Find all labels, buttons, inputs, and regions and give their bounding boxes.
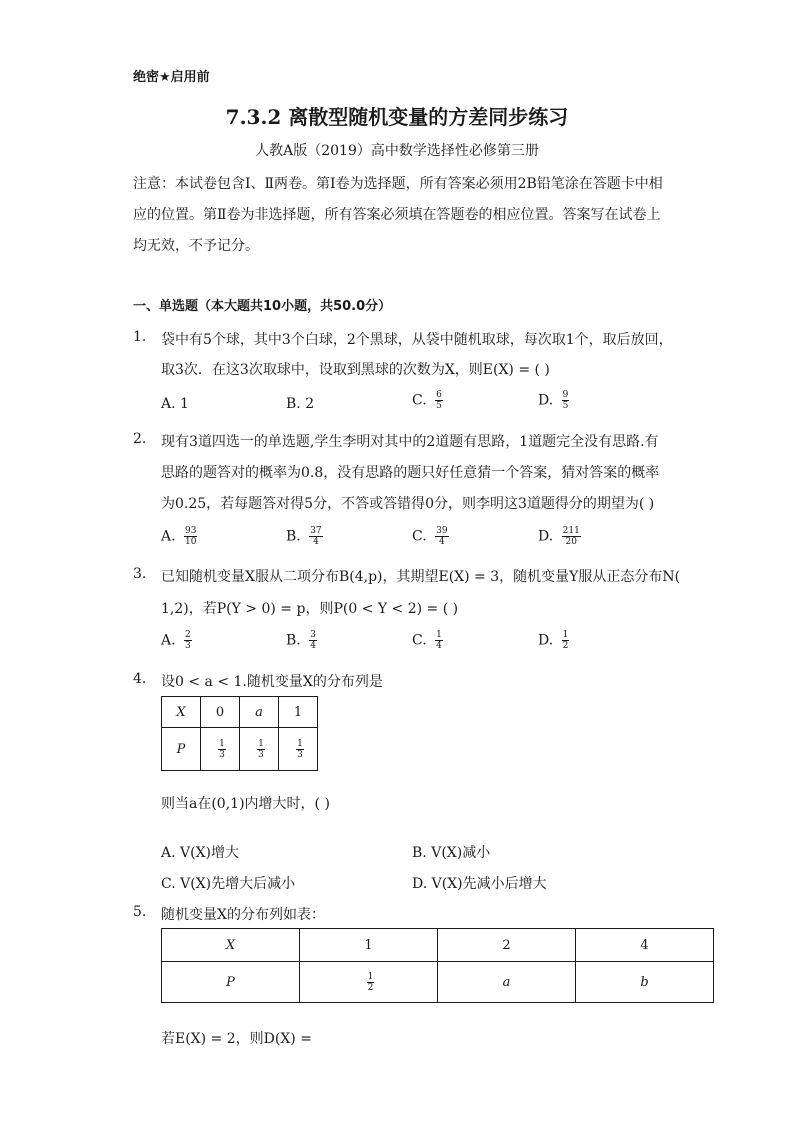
numerator: 3 [310, 630, 316, 640]
cell-text: P [176, 741, 186, 757]
option-label: C. [412, 528, 427, 545]
numerator: 211 [562, 526, 580, 536]
denominator: 5 [436, 401, 442, 411]
question-3-line-1: 已知随机变量X服从二项分布B(4,p)，其期望E(X) = 3，随机变量Y服从正态分布N( [161, 569, 681, 585]
option-label: B. [286, 396, 301, 412]
numerator: 39 [436, 526, 448, 536]
cell-fraction [296, 739, 304, 760]
table-cell: 1 [279, 697, 318, 728]
denominator: 5 [562, 401, 569, 411]
question-2-line-3: 为0.25，若每题答对得5分，不答或答错得0分，则李明这3道题得分的期望为( ) [161, 496, 655, 512]
table-cell: 0 [201, 697, 240, 728]
exam-notice: 注意：本试卷包含Ⅰ、Ⅱ两卷。第Ⅰ卷为选择题，所有答案必须用2B铅笔涂在答题卡中相应的位置。第Ⅱ卷为非选择题，所有答案必须填在答题卷的相应位置。答案写在试卷上均无效，不予记分。 [133, 176, 663, 254]
table-cell [279, 728, 318, 771]
numerator: 1 [297, 738, 303, 749]
table-cell [162, 697, 201, 728]
option-value: 2 [305, 396, 315, 412]
question-1-option-d[interactable] [538, 390, 569, 411]
question-2-option-b[interactable] [286, 526, 323, 547]
numerator: 93 [185, 526, 197, 536]
question-4-number: 4. [133, 671, 147, 687]
option-label: A. [161, 528, 176, 545]
option-label: D. [412, 876, 428, 892]
question-1-option-b[interactable] [286, 396, 314, 412]
numerator: 1 [258, 738, 264, 749]
option-fraction [184, 526, 197, 547]
option-label: B. [286, 632, 301, 649]
option-label: C. [412, 632, 427, 649]
table-cell [438, 962, 576, 1003]
table-cell: 1 [300, 929, 438, 962]
question-4-line-1: 设0 < a < 1.随机变量X的分布列是 [161, 674, 383, 690]
option-label: D. [538, 528, 554, 545]
question-2-line-1: 现有3道四选一的单选题,学生李明对其中的2道题有思路，1道题完全没有思路.有 [161, 434, 659, 450]
option-label: B. [412, 845, 427, 861]
question-1-line-2: 取3次．在这3次取球中，设取到黑球的次数为X，则E(X) = ( ) [161, 362, 550, 378]
option-label: C. [412, 392, 427, 409]
question-2-option-a[interactable] [161, 526, 197, 547]
option-fraction [309, 526, 322, 547]
cell-fraction [257, 739, 265, 760]
table-row [162, 962, 714, 1003]
confidential-label: 绝密★启用前 [133, 70, 210, 85]
cell-text: b [640, 974, 649, 990]
denominator: 2 [367, 982, 374, 993]
denominator: 4 [436, 641, 442, 651]
option-fraction [309, 630, 317, 651]
option-fraction [562, 390, 570, 411]
table-row [162, 728, 318, 771]
table-cell [162, 962, 300, 1003]
option-fraction [435, 526, 448, 547]
option-fraction [435, 630, 443, 651]
question-1-option-c[interactable] [412, 390, 443, 411]
table-cell [240, 728, 279, 771]
denominator: 2 [562, 641, 569, 651]
numerator: 1 [562, 630, 569, 640]
option-label: D. [538, 392, 554, 409]
numerator: 6 [436, 390, 442, 400]
denominator: 3 [219, 749, 225, 760]
table-cell [576, 962, 714, 1003]
option-label: D. [538, 632, 554, 649]
denominator: 10 [185, 537, 197, 547]
page-subtitle: 人教A版（2019）高中数学选择性必修第三册 [255, 143, 539, 159]
question-1-number: 1. [133, 329, 147, 345]
denominator: 4 [310, 641, 316, 651]
denominator: 4 [313, 537, 319, 547]
cell-text: P [226, 974, 235, 990]
question-3-option-b[interactable] [286, 630, 317, 651]
option-value: V(X)增大 [180, 845, 240, 861]
question-3-option-a[interactable] [161, 630, 192, 651]
option-fraction [184, 630, 192, 651]
table-cell: 4 [576, 929, 714, 962]
page-title: 7.3.2 离散型随机变量的方差同步练习 [225, 105, 569, 129]
denominator: 4 [438, 537, 445, 547]
question-1-line-1: 袋中有5个球，其中3个白球，2个黑球，从袋中随机取球，每次取1个，取后放回， [161, 332, 673, 348]
option-value: V(X)减小 [431, 845, 491, 861]
question-3-option-c[interactable] [412, 630, 443, 651]
option-label: A. [161, 396, 176, 412]
denominator: 3 [185, 641, 191, 651]
question-2-number: 2. [133, 431, 147, 447]
table-cell [201, 728, 240, 771]
question-4-distribution-table [161, 696, 318, 771]
table-cell [300, 962, 438, 1003]
question-5-distribution-table [161, 928, 714, 1003]
table-cell [162, 929, 300, 962]
option-fraction [562, 526, 581, 547]
cell-text: X [176, 704, 186, 720]
question-5-line-1: 随机变量X的分布列如表： [161, 907, 325, 923]
cell-text: a [502, 974, 511, 990]
numerator: 1 [436, 630, 442, 640]
numerator: 37 [310, 526, 322, 536]
table-row [162, 929, 714, 962]
question-5-number: 5. [133, 904, 147, 920]
question-4-prompt: 则当a在(0,1)内增大时，( ) [161, 796, 330, 812]
table-cell [162, 728, 201, 771]
option-value: V(X)先减小后增大 [431, 876, 547, 892]
question-3-option-d[interactable] [538, 630, 569, 651]
question-4-option-a[interactable] [161, 842, 239, 862]
numerator: 9 [562, 390, 569, 400]
question-1-option-a[interactable] [161, 396, 189, 412]
option-label: A. [161, 632, 176, 649]
question-2-option-d[interactable] [538, 526, 581, 547]
denominator: 20 [565, 537, 577, 547]
option-fraction [435, 390, 443, 411]
table-row [162, 697, 318, 728]
question-4-option-c[interactable] [161, 873, 295, 893]
numerator: 2 [185, 630, 191, 640]
cell-fraction [367, 972, 375, 993]
section-title: 一、单选题（本大题共10小题，共50.0分） [133, 299, 392, 314]
option-fraction [562, 630, 570, 651]
numerator: 1 [219, 738, 225, 749]
numerator: 1 [367, 971, 374, 982]
table-cell: 2 [438, 929, 576, 962]
option-value: V(X)先增大后减小 [180, 876, 296, 892]
cell-text: a [255, 704, 263, 720]
question-5-prompt: 若E(X) = 2，则D(X) = [161, 1031, 312, 1047]
cell-text: X [225, 937, 236, 953]
option-label: A. [161, 845, 176, 861]
option-label: C. [161, 876, 176, 892]
option-value: 1 [180, 396, 189, 412]
question-2-option-c[interactable] [412, 526, 449, 547]
question-3-number: 3. [133, 566, 147, 582]
question-2-line-2: 思路的题答对的概率为0.8，没有思路的题只好任意猜一个答案，猜对答案的概率 [161, 465, 660, 481]
question-3-line-2: 1,2)，若P(Y > 0) = p，则P(0 < Y < 2) = ( ) [161, 601, 459, 617]
table-cell [240, 697, 279, 728]
denominator: 3 [258, 749, 264, 760]
cell-fraction [218, 739, 226, 760]
option-label: B. [286, 528, 301, 545]
question-4-option-d[interactable] [412, 873, 547, 893]
denominator: 3 [297, 749, 303, 760]
question-4-option-b[interactable] [412, 842, 490, 862]
